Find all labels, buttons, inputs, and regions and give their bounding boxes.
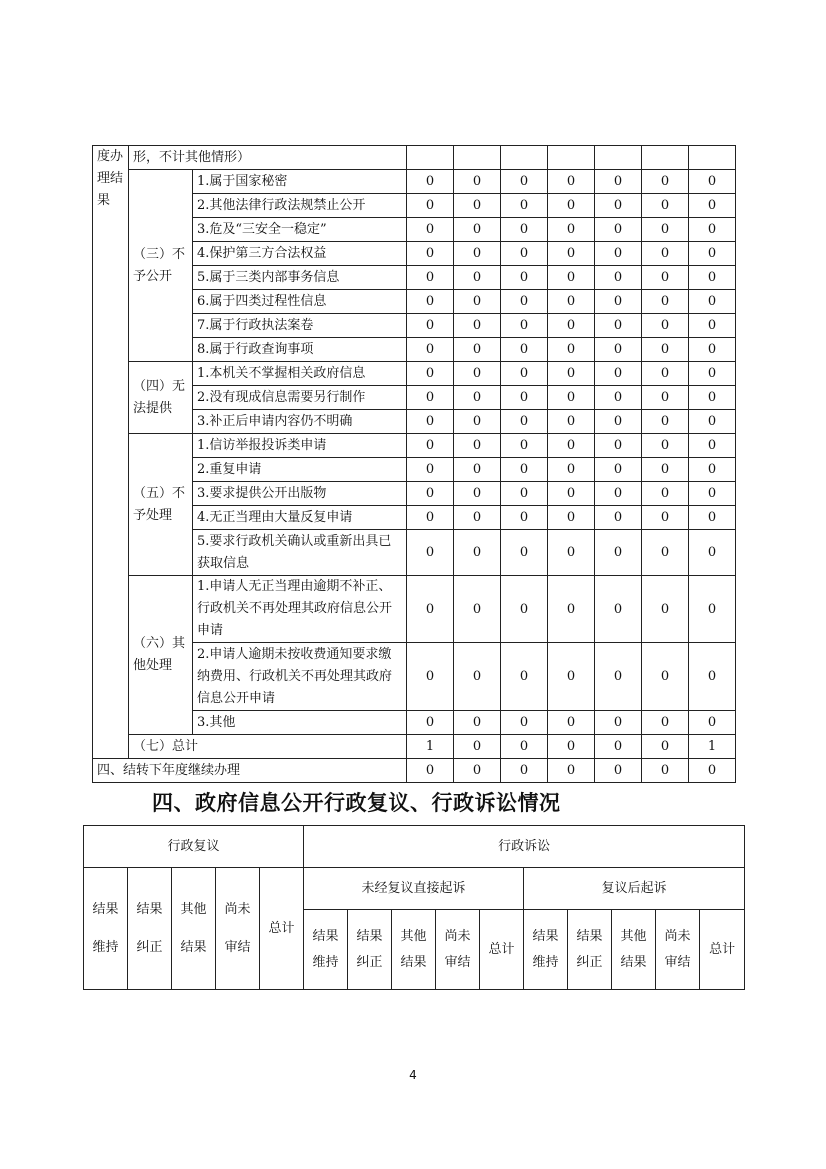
col1-label: 度办理结果	[93, 146, 129, 759]
value-cell: 0	[689, 266, 736, 290]
value-cell: 0	[501, 242, 548, 266]
value-cell: 0	[595, 194, 642, 218]
value-cell: 0	[595, 458, 642, 482]
value-cell: 0	[548, 410, 595, 434]
value-cell: 0	[407, 434, 454, 458]
direct-suit-col: 结果 维持	[304, 910, 348, 990]
value-cell: 0	[595, 576, 642, 643]
value-cell: 0	[548, 482, 595, 506]
carryover-value: 0	[454, 759, 501, 783]
value-cell: 0	[454, 314, 501, 338]
value-cell: 0	[548, 266, 595, 290]
value-cell: 0	[689, 290, 736, 314]
value-cell: 0	[642, 314, 689, 338]
group-label: （四）无法提供	[129, 362, 193, 434]
row-label: 4.保护第三方合法权益	[193, 242, 407, 266]
value-cell: 0	[689, 482, 736, 506]
review-litigation-table	[83, 825, 745, 990]
value-cell: 0	[407, 266, 454, 290]
value-cell: 0	[548, 643, 595, 711]
value-cell: 0	[407, 506, 454, 530]
header-direct-suit: 未经复议直接起诉	[304, 868, 524, 910]
value-cell: 0	[548, 711, 595, 735]
value-cell: 0	[501, 386, 548, 410]
value-cell: 0	[548, 530, 595, 576]
carryover-value: 0	[501, 759, 548, 783]
total-value: 0	[595, 735, 642, 759]
value-cell: 0	[642, 362, 689, 386]
carryover-row	[93, 759, 736, 783]
empty-cell	[407, 146, 454, 170]
value-cell: 0	[689, 194, 736, 218]
value-cell: 0	[595, 410, 642, 434]
direct-suit-col: 总计	[480, 910, 524, 990]
value-cell: 0	[407, 458, 454, 482]
value-cell: 0	[689, 530, 736, 576]
value-cell: 0	[407, 386, 454, 410]
value-cell: 0	[642, 434, 689, 458]
empty-cell	[548, 146, 595, 170]
row-label: 7.属于行政执法案卷	[193, 314, 407, 338]
value-cell: 0	[454, 643, 501, 711]
value-cell: 0	[454, 576, 501, 643]
review-col-3: 尚未 审结	[216, 868, 260, 990]
group-label: （三）不予公开	[129, 170, 193, 362]
value-cell: 0	[595, 218, 642, 242]
row-label: 2.其他法律行政法规禁止公开	[193, 194, 407, 218]
value-cell: 0	[454, 170, 501, 194]
value-cell: 0	[454, 338, 501, 362]
after-review-col: 尚未 审结	[656, 910, 700, 990]
value-cell: 0	[501, 506, 548, 530]
value-cell: 0	[642, 194, 689, 218]
total-value: 0	[642, 735, 689, 759]
after-review-col: 结果 维持	[524, 910, 568, 990]
value-cell: 0	[642, 218, 689, 242]
review-col-0: 结果 维持	[84, 868, 128, 990]
value-cell: 0	[689, 643, 736, 711]
empty-cell	[454, 146, 501, 170]
empty-cell	[501, 146, 548, 170]
value-cell: 0	[595, 643, 642, 711]
value-cell: 0	[548, 386, 595, 410]
value-cell: 0	[595, 530, 642, 576]
total-label: （七）总计	[129, 735, 407, 759]
continuation-text: 形，不计其他情形）	[129, 146, 407, 170]
value-cell: 0	[689, 711, 736, 735]
value-cell: 0	[454, 506, 501, 530]
value-cell: 0	[595, 482, 642, 506]
value-cell: 0	[548, 242, 595, 266]
value-cell: 0	[642, 338, 689, 362]
review-col-1: 结果 纠正	[128, 868, 172, 990]
value-cell: 0	[407, 711, 454, 735]
value-cell: 0	[642, 576, 689, 643]
row-label: 3.要求提供公开出版物	[193, 482, 407, 506]
value-cell: 0	[501, 290, 548, 314]
value-cell: 0	[689, 242, 736, 266]
value-cell: 0	[548, 458, 595, 482]
value-cell: 0	[407, 338, 454, 362]
value-cell: 0	[501, 482, 548, 506]
carryover-label: 四、结转下年度继续办理	[93, 759, 407, 783]
value-cell: 0	[501, 530, 548, 576]
table-row	[93, 434, 736, 458]
table-row	[93, 576, 736, 643]
value-cell: 0	[689, 576, 736, 643]
value-cell: 0	[689, 434, 736, 458]
header-admin-litigation: 行政诉讼	[304, 826, 745, 868]
value-cell: 0	[501, 362, 548, 386]
value-cell: 0	[501, 170, 548, 194]
value-cell: 0	[642, 290, 689, 314]
value-cell: 0	[642, 530, 689, 576]
value-cell: 0	[642, 506, 689, 530]
carryover-value: 0	[689, 759, 736, 783]
row-label: 3.其他	[193, 711, 407, 735]
value-cell: 0	[642, 458, 689, 482]
total-value: 0	[501, 735, 548, 759]
row-label: 1.属于国家秘密	[193, 170, 407, 194]
value-cell: 0	[595, 170, 642, 194]
review-col-2: 其他 结果	[172, 868, 216, 990]
value-cell: 0	[642, 242, 689, 266]
value-cell: 0	[548, 290, 595, 314]
row-label: 2.重复申请	[193, 458, 407, 482]
value-cell: 0	[454, 194, 501, 218]
value-cell: 0	[454, 362, 501, 386]
carryover-value: 0	[642, 759, 689, 783]
value-cell: 0	[407, 242, 454, 266]
header-admin-review: 行政复议	[84, 826, 304, 868]
total-value: 0	[454, 735, 501, 759]
value-cell: 0	[454, 434, 501, 458]
value-cell: 0	[595, 266, 642, 290]
empty-cell	[642, 146, 689, 170]
value-cell: 0	[454, 266, 501, 290]
value-cell: 0	[548, 338, 595, 362]
value-cell: 0	[595, 434, 642, 458]
value-cell: 0	[689, 362, 736, 386]
review-col-total: 总计	[260, 868, 304, 990]
value-cell: 0	[689, 386, 736, 410]
row-label: 6.属于四类过程性信息	[193, 290, 407, 314]
value-cell: 0	[501, 711, 548, 735]
carryover-value: 0	[548, 759, 595, 783]
row-label: 5.属于三类内部事务信息	[193, 266, 407, 290]
value-cell: 0	[689, 338, 736, 362]
value-cell: 0	[548, 434, 595, 458]
value-cell: 0	[595, 386, 642, 410]
row-label: 8.属于行政查询事项	[193, 338, 407, 362]
application-results-table	[92, 145, 736, 783]
row-label: 1.信访举报投诉类申请	[193, 434, 407, 458]
value-cell: 0	[595, 338, 642, 362]
value-cell: 0	[642, 170, 689, 194]
value-cell: 0	[642, 386, 689, 410]
table-row	[93, 146, 736, 170]
value-cell: 0	[454, 410, 501, 434]
value-cell: 0	[454, 530, 501, 576]
value-cell: 0	[642, 643, 689, 711]
value-cell: 0	[454, 482, 501, 506]
direct-suit-col: 结果 纠正	[348, 910, 392, 990]
value-cell: 0	[689, 410, 736, 434]
value-cell: 0	[501, 266, 548, 290]
value-cell: 0	[454, 290, 501, 314]
value-cell: 0	[501, 338, 548, 362]
value-cell: 0	[454, 242, 501, 266]
value-cell: 0	[595, 314, 642, 338]
value-cell: 0	[407, 530, 454, 576]
value-cell: 0	[501, 458, 548, 482]
value-cell: 0	[689, 458, 736, 482]
value-cell: 0	[642, 711, 689, 735]
after-review-col: 结果 纠正	[568, 910, 612, 990]
value-cell: 0	[548, 576, 595, 643]
table-row	[93, 170, 736, 194]
value-cell: 0	[548, 314, 595, 338]
total-value: 0	[548, 735, 595, 759]
total-value: 1	[407, 735, 454, 759]
value-cell: 0	[501, 434, 548, 458]
after-review-col: 其他 结果	[612, 910, 656, 990]
direct-suit-col: 其他 结果	[392, 910, 436, 990]
page-number: 4	[409, 1068, 417, 1082]
value-cell: 0	[407, 576, 454, 643]
value-cell: 0	[407, 218, 454, 242]
value-cell: 0	[642, 266, 689, 290]
value-cell: 0	[548, 506, 595, 530]
header-after-review: 复议后起诉	[524, 868, 745, 910]
row-label: 5.要求行政机关确认或重新出具已获取信息	[193, 530, 407, 576]
value-cell: 0	[689, 506, 736, 530]
value-cell: 0	[689, 218, 736, 242]
value-cell: 0	[407, 170, 454, 194]
value-cell: 0	[501, 314, 548, 338]
group-label: （六）其他处理	[129, 576, 193, 735]
value-cell: 0	[407, 643, 454, 711]
empty-cell	[595, 146, 642, 170]
value-cell: 0	[595, 506, 642, 530]
value-cell: 0	[407, 290, 454, 314]
value-cell: 0	[454, 218, 501, 242]
value-cell: 0	[595, 362, 642, 386]
value-cell: 0	[595, 711, 642, 735]
total-row	[93, 735, 736, 759]
after-review-col: 总计	[700, 910, 745, 990]
group-label: （五）不予处理	[129, 434, 193, 576]
value-cell: 0	[407, 482, 454, 506]
empty-cell	[689, 146, 736, 170]
value-cell: 0	[501, 576, 548, 643]
direct-suit-col: 尚未 审结	[436, 910, 480, 990]
value-cell: 0	[595, 242, 642, 266]
value-cell: 0	[689, 314, 736, 338]
value-cell: 0	[501, 194, 548, 218]
value-cell: 0	[642, 482, 689, 506]
value-cell: 0	[548, 362, 595, 386]
value-cell: 0	[548, 170, 595, 194]
row-label: 2.没有现成信息需要另行制作	[193, 386, 407, 410]
value-cell: 0	[501, 218, 548, 242]
row-label: 3.危及“三安全一稳定”	[193, 218, 407, 242]
value-cell: 0	[454, 386, 501, 410]
value-cell: 0	[501, 410, 548, 434]
row-label: 2.申请人逾期未按收费通知要求缴纳费用、行政机关不再处理其政府信息公开申请	[193, 643, 407, 711]
value-cell: 0	[407, 194, 454, 218]
row-label: 1.本机关不掌握相关政府信息	[193, 362, 407, 386]
carryover-value: 0	[407, 759, 454, 783]
value-cell: 0	[407, 410, 454, 434]
value-cell: 0	[595, 290, 642, 314]
value-cell: 0	[689, 170, 736, 194]
value-cell: 0	[548, 218, 595, 242]
section-title: 四、政府信息公开行政复议、行政诉讼情况	[152, 791, 561, 815]
value-cell: 0	[407, 314, 454, 338]
value-cell: 0	[454, 458, 501, 482]
value-cell: 0	[642, 410, 689, 434]
value-cell: 0	[548, 194, 595, 218]
carryover-value: 0	[595, 759, 642, 783]
value-cell: 0	[501, 643, 548, 711]
value-cell: 0	[407, 362, 454, 386]
row-label: 1.申请人无正当理由逾期不补正、行政机关不再处理其政府信息公开申请	[193, 576, 407, 643]
row-label: 4.无正当理由大量反复申请	[193, 506, 407, 530]
total-value: 1	[689, 735, 736, 759]
table-row	[93, 362, 736, 386]
row-label: 3.补正后申请内容仍不明确	[193, 410, 407, 434]
value-cell: 0	[454, 711, 501, 735]
